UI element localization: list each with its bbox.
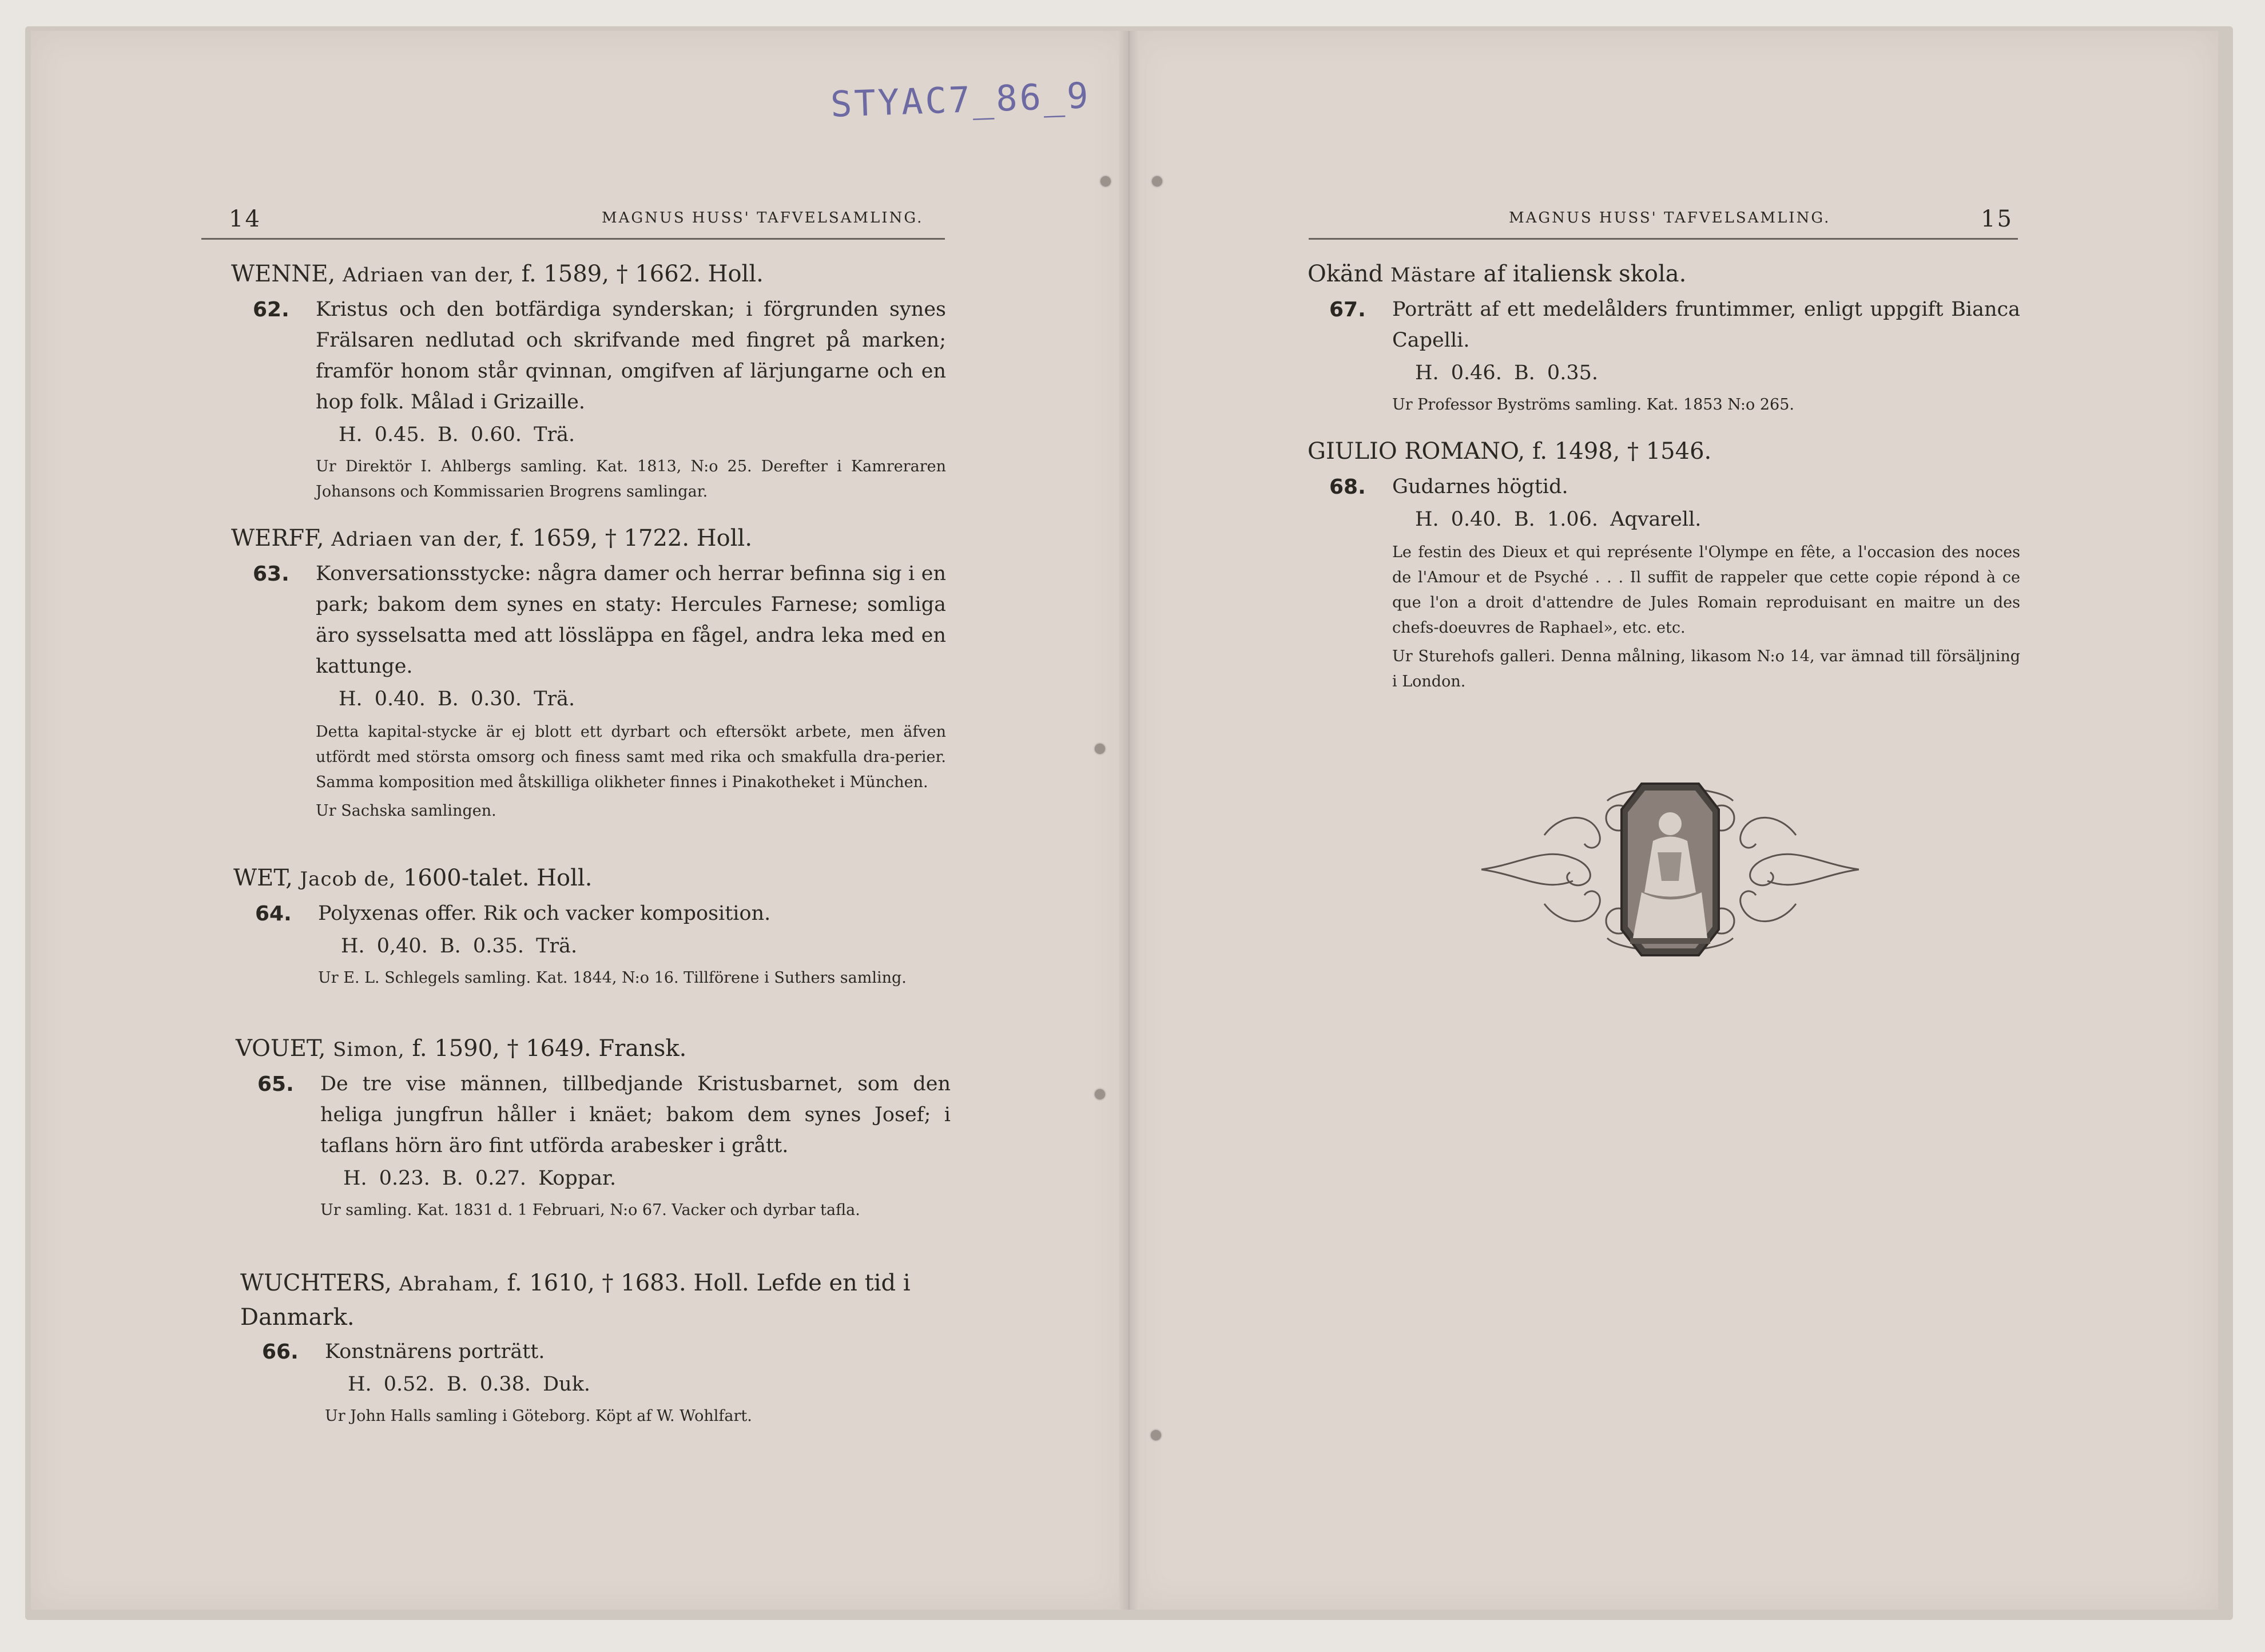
entry-dimensions: H. 0.40. B. 0.30. Trä.	[339, 688, 575, 710]
entry-description: Konstnärens porträtt.	[325, 1340, 545, 1363]
running-head: MAGNUS HUSS' TAFVELSAMLING.	[602, 209, 924, 227]
artist-given-name: Jacob de,	[300, 868, 396, 891]
artist-given-name: Mästare	[1390, 264, 1476, 287]
entry-provenance: Ur John Halls samling i Göteborg. Köpt af W. Wohlfart.	[325, 1407, 752, 1425]
catalog-entry	[236, 1032, 951, 1223]
entry-number: 65.	[257, 1073, 294, 1096]
entry-number: 66.	[262, 1340, 299, 1364]
catalog-entry	[240, 1266, 955, 1429]
entry-description: De tre vise männen, tillbedjande Kristusbarnet, som den heliga jungfrun håller i knäet; bakom dem synes Josef; i taflans hörn äro fint utförda arabesker i grått.	[320, 1073, 951, 1157]
artist-name: Okänd	[1308, 261, 1384, 287]
catalog-entry	[231, 257, 946, 505]
artist-heading	[233, 861, 948, 896]
binding-hole	[1152, 176, 1162, 186]
binding-hole	[1100, 176, 1111, 186]
page-number: 14	[229, 206, 261, 232]
artist-name: VOUET,	[236, 1035, 326, 1062]
artist-dates: f. 1498, † 1546.	[1532, 438, 1712, 464]
entry-provenance: Ur E. L. Schlegels samling. Kat. 1844, N:o 16. Tillförene i Suthers samling.	[318, 969, 907, 987]
artist-heading	[231, 257, 946, 292]
right-page-header	[1309, 204, 2018, 240]
entry-dimensions: H. 0,40. B. 0.35. Trä.	[341, 935, 578, 958]
artist-dates: 1600-talet. Holl.	[403, 865, 593, 891]
catalog-entry	[1308, 435, 2020, 694]
running-head: MAGNUS HUSS' TAFVELSAMLING.	[1509, 209, 1831, 227]
artist-name: WERFF,	[231, 525, 324, 551]
catalog-entry	[1308, 257, 2020, 418]
entry-note: Detta kapital-stycke är ej blott ett dyrbart och eftersökt arbete, men äfven utfördt med största omsorg och finess samt med rika och smakfulla dra-perier. Samma komposition med åtskilliga olikheter finnes i Pinakotheket i München.	[316, 723, 946, 791]
artist-dates: f. 1589, † 1662. Holl.	[521, 261, 764, 287]
entry-provenance: Ur Sachska samlingen.	[316, 802, 496, 820]
book-gutter	[1119, 31, 1139, 1610]
entry-description: Polyxenas offer. Rik och vacker komposition.	[318, 902, 771, 925]
entry-description: Kristus och den botfärdiga synderskan; i förgrunden synes Frälsaren nedlutad och skrifvande med fingret på marken; framför honom står qvinnan, omgifven af lärjungarne och en hop folk. Målad i Grizaille.	[316, 298, 946, 414]
entry-number: 67.	[1329, 298, 1366, 321]
entry-provenance: Ur Direktör I. Ahlbergs samling. Kat. 1813, N:o 25. Derefter i Kamreraren Johansons och Kommissarien Brogrens samlingar.	[316, 458, 946, 501]
artist-given-name: Adriaen van der,	[331, 528, 503, 551]
entry-dimensions: H. 0.52. B. 0.38. Duk.	[348, 1373, 591, 1396]
catalog-entry	[233, 861, 948, 991]
artist-dates: f. 1610, † 1683. Holl. Lefde en tid i Danmark.	[240, 1270, 911, 1331]
entry-description: Porträtt af ett medelålders fruntimmer, enligt uppgift Bianca Capelli.	[1392, 298, 2020, 352]
entry-dimensions: H. 0.23. B. 0.27. Koppar.	[343, 1167, 617, 1190]
entry-number: 68.	[1329, 475, 1366, 499]
binding-hole	[1095, 1089, 1105, 1099]
entry-dimensions: H. 0.46. B. 0.35.	[1415, 362, 1598, 384]
artist-name: GIULIO ROMANO,	[1308, 438, 1525, 464]
entry-dimensions: H. 0.45. B. 0.60. Trä.	[339, 423, 575, 446]
artist-name: WET,	[233, 865, 293, 891]
artist-given-name: Adriaen van der,	[342, 264, 514, 287]
left-page-header	[201, 204, 945, 240]
entry-description: Gudarnes högtid.	[1392, 475, 1568, 498]
artist-heading	[1308, 435, 2020, 469]
entry-provenance: Ur Sturehofs galleri. Denna målning, likasom N:o 14, var ämnad till försäljning i London.	[1392, 648, 2020, 690]
handwritten-annotation: STYAC7_86_9	[829, 74, 1091, 125]
artist-heading	[231, 522, 946, 556]
artist-name: WENNE,	[231, 261, 336, 287]
entry-provenance: Ur samling. Kat. 1831 d. 1 Februari, N:o 67. Vacker och dyrbar tafla.	[320, 1201, 860, 1219]
entry-description: Konversationsstycke: några damer och herrar befinna sig i en park; bakom dem synes en staty: Hercules Farnese; somliga äro sysselsatta med att lössläppa en fågel, andra leka med en kattunge.	[316, 562, 946, 678]
artist-heading	[240, 1266, 955, 1334]
binding-hole	[1151, 1430, 1161, 1440]
artist-given-name: Simon,	[333, 1038, 405, 1061]
binding-hole	[1095, 744, 1105, 754]
seated-figure-vignette-icon	[1476, 778, 1865, 961]
entry-number: 63.	[253, 562, 289, 586]
catalog-entry	[231, 522, 946, 824]
entry-dimensions: H. 0.40. B. 1.06. Aqvarell.	[1415, 508, 1702, 531]
entry-provenance: Ur Professor Byströms samling. Kat. 1853 N:o 265.	[1392, 396, 1794, 414]
artist-given-name: Abraham,	[399, 1273, 500, 1296]
entry-number: 64.	[255, 902, 292, 926]
page-number: 15	[1981, 206, 2013, 232]
entry-note: Le festin des Dieux et qui représente l'Olympe en fête, a l'occasion des noces de l'Amour et de Psyché . . . Il suffit de rappeler que cette copie répond à ce que l'on a droit d'attendre de Jules Romain reproduisant en maitre un des chefs-doeuvres de Raphael», etc. etc.	[1392, 543, 2020, 637]
artist-dates: f. 1659, † 1722. Holl.	[510, 525, 753, 551]
artist-dates: af italiensk skola.	[1483, 261, 1687, 287]
artist-dates: f. 1590, † 1649. Fransk.	[412, 1035, 687, 1062]
artist-heading	[1308, 257, 2020, 292]
entry-number: 62.	[253, 298, 289, 321]
artist-name: WUCHTERS,	[240, 1270, 392, 1296]
artist-heading	[236, 1032, 951, 1066]
